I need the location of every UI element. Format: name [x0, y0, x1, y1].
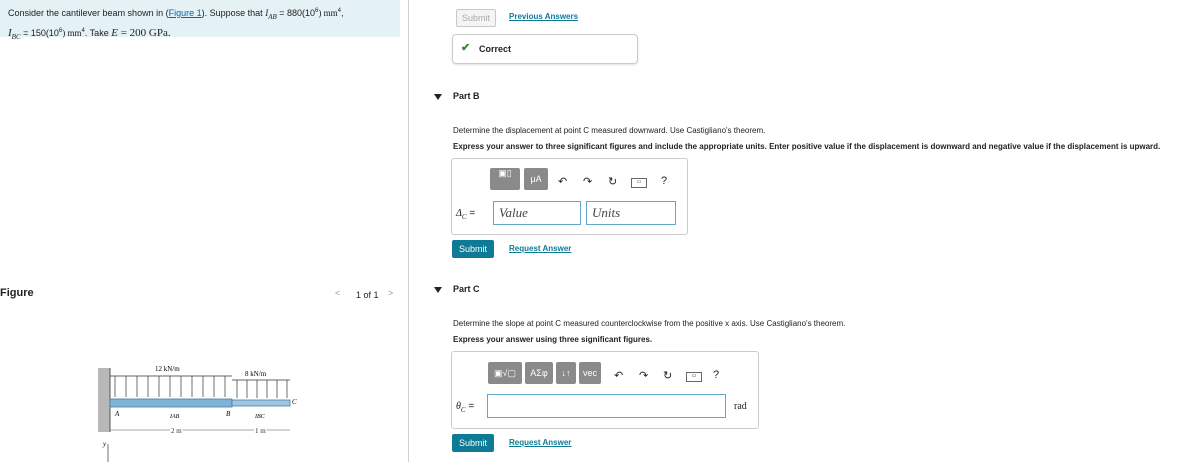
point-c-label: C	[292, 398, 297, 406]
beam-figure	[95, 362, 305, 462]
part-b-question: Determine the displacement at point C measured downward. Use Castigliano's theorem.	[453, 126, 766, 135]
keyboard-icon[interactable]: ▭	[631, 178, 647, 188]
ibc-unit-exp: 4	[81, 27, 85, 34]
part-b-title[interactable]: Part B	[453, 91, 480, 101]
iab-figure-label: IAB	[170, 414, 180, 420]
ibc-exp: 6	[58, 27, 63, 34]
fixed-wall	[98, 368, 110, 432]
redo-icon[interactable]: ↷	[639, 370, 649, 382]
figure-link[interactable]: Figure 1	[168, 8, 202, 18]
value-input[interactable]: Value	[493, 201, 581, 225]
correct-label: Correct	[479, 44, 512, 54]
reset-icon[interactable]: ↻	[663, 370, 673, 382]
part-c-title[interactable]: Part C	[453, 284, 480, 294]
template-tool-icon[interactable]: ▣▯	[490, 168, 520, 190]
slope-value-input[interactable]	[487, 394, 726, 418]
part-a-submit-button[interactable]: Submit	[456, 9, 496, 27]
iab-subscript: AB	[268, 12, 277, 21]
iab-value: = 880(10	[276, 8, 316, 18]
dim-label-2m: 2 m	[171, 427, 182, 435]
column-divider	[408, 0, 409, 462]
undo-icon[interactable]: ↶	[614, 370, 624, 382]
vec-tool-button[interactable]: vec	[579, 362, 601, 384]
ibc-subscript: BC	[11, 32, 21, 41]
collapse-triangle-icon[interactable]	[434, 287, 442, 293]
beam-segment-ab	[110, 399, 232, 407]
figure-prev-button[interactable]: <	[335, 288, 341, 298]
ibc-figure-label: IBC	[255, 414, 265, 420]
collapse-triangle-icon[interactable]	[434, 94, 442, 100]
problem-suffix: ). Suppose that	[201, 8, 263, 18]
distributed-load-ab	[110, 376, 232, 397]
help-button[interactable]: ?	[661, 175, 668, 187]
reset-icon[interactable]: ↻	[608, 176, 618, 188]
check-icon: ✔	[461, 42, 471, 54]
ibc-symbol: I	[8, 26, 12, 39]
part-b-instructions: Express your answer to three significant figures and include the appropriate units. Enter positive value if the displacement is downward and negative value if the displacement is upward.	[453, 142, 1161, 151]
axis-y-label: y	[103, 440, 107, 448]
figure-heading: Figure	[0, 287, 34, 299]
distributed-load-bc	[232, 380, 290, 398]
problem-prefix: Consider the cantilever beam shown in (	[8, 8, 169, 18]
beam-segment-bc	[232, 400, 290, 406]
figure-next-button[interactable]: >	[388, 288, 394, 298]
iab-unit: ) mm	[318, 8, 338, 18]
redo-icon[interactable]: ↷	[583, 176, 593, 188]
problem-statement	[8, 4, 343, 44]
help-button[interactable]: ?	[713, 369, 720, 381]
part-a-previous-answers-link[interactable]: Previous Answers	[509, 12, 579, 21]
part-b-request-answer-link[interactable]: Request Answer	[509, 244, 572, 253]
part-c-instructions: Express your answer using three significant figures.	[453, 335, 653, 344]
greek-tool-button[interactable]: ΑΣφ	[525, 362, 553, 384]
part-c-request-answer-link[interactable]: Request Answer	[509, 438, 572, 447]
keyboard-icon[interactable]: ▭	[686, 372, 702, 382]
undo-icon[interactable]: ↶	[558, 176, 568, 188]
dim-label-1m: 1 m	[255, 427, 266, 435]
iab-unit-exp: 4	[337, 8, 341, 14]
part-c-var-label: $\theta_C$ =	[456, 401, 475, 414]
units-tool-button[interactable]: μA	[524, 168, 548, 190]
units-input[interactable]: Units	[586, 201, 676, 225]
template-tool-icon[interactable]: ▣√▢	[488, 362, 522, 384]
part-b-submit-button[interactable]: Submit	[452, 240, 494, 258]
load-label-12: 12 kN/m	[155, 365, 180, 373]
ibc-value: = 150(10	[20, 27, 59, 38]
figure-pager: 1 of 1	[356, 290, 379, 300]
arrows-tool-button[interactable]: ↓↑	[556, 362, 576, 384]
problem-take: . Take	[84, 27, 109, 38]
problem-comma: ,	[340, 8, 344, 18]
ibc-unit: ) mm	[62, 27, 82, 38]
part-c-submit-button[interactable]: Submit	[452, 434, 494, 452]
e-symbol: E	[111, 26, 118, 39]
iab-symbol: I	[265, 8, 269, 18]
iab-exp: 6	[315, 8, 319, 14]
e-value: = 200 GPa.	[117, 26, 171, 39]
rad-unit-label: rad	[734, 401, 747, 412]
point-a-label: A	[115, 410, 120, 418]
part-c-question: Determine the slope at point C measured counterclockwise from the positive x axis. Use Castigliano's theorem.	[453, 319, 846, 328]
part-b-var-label: $\Delta_C$ =	[456, 208, 476, 221]
load-label-8: 8 kN/m	[245, 370, 267, 378]
point-b-label: B	[226, 410, 231, 418]
